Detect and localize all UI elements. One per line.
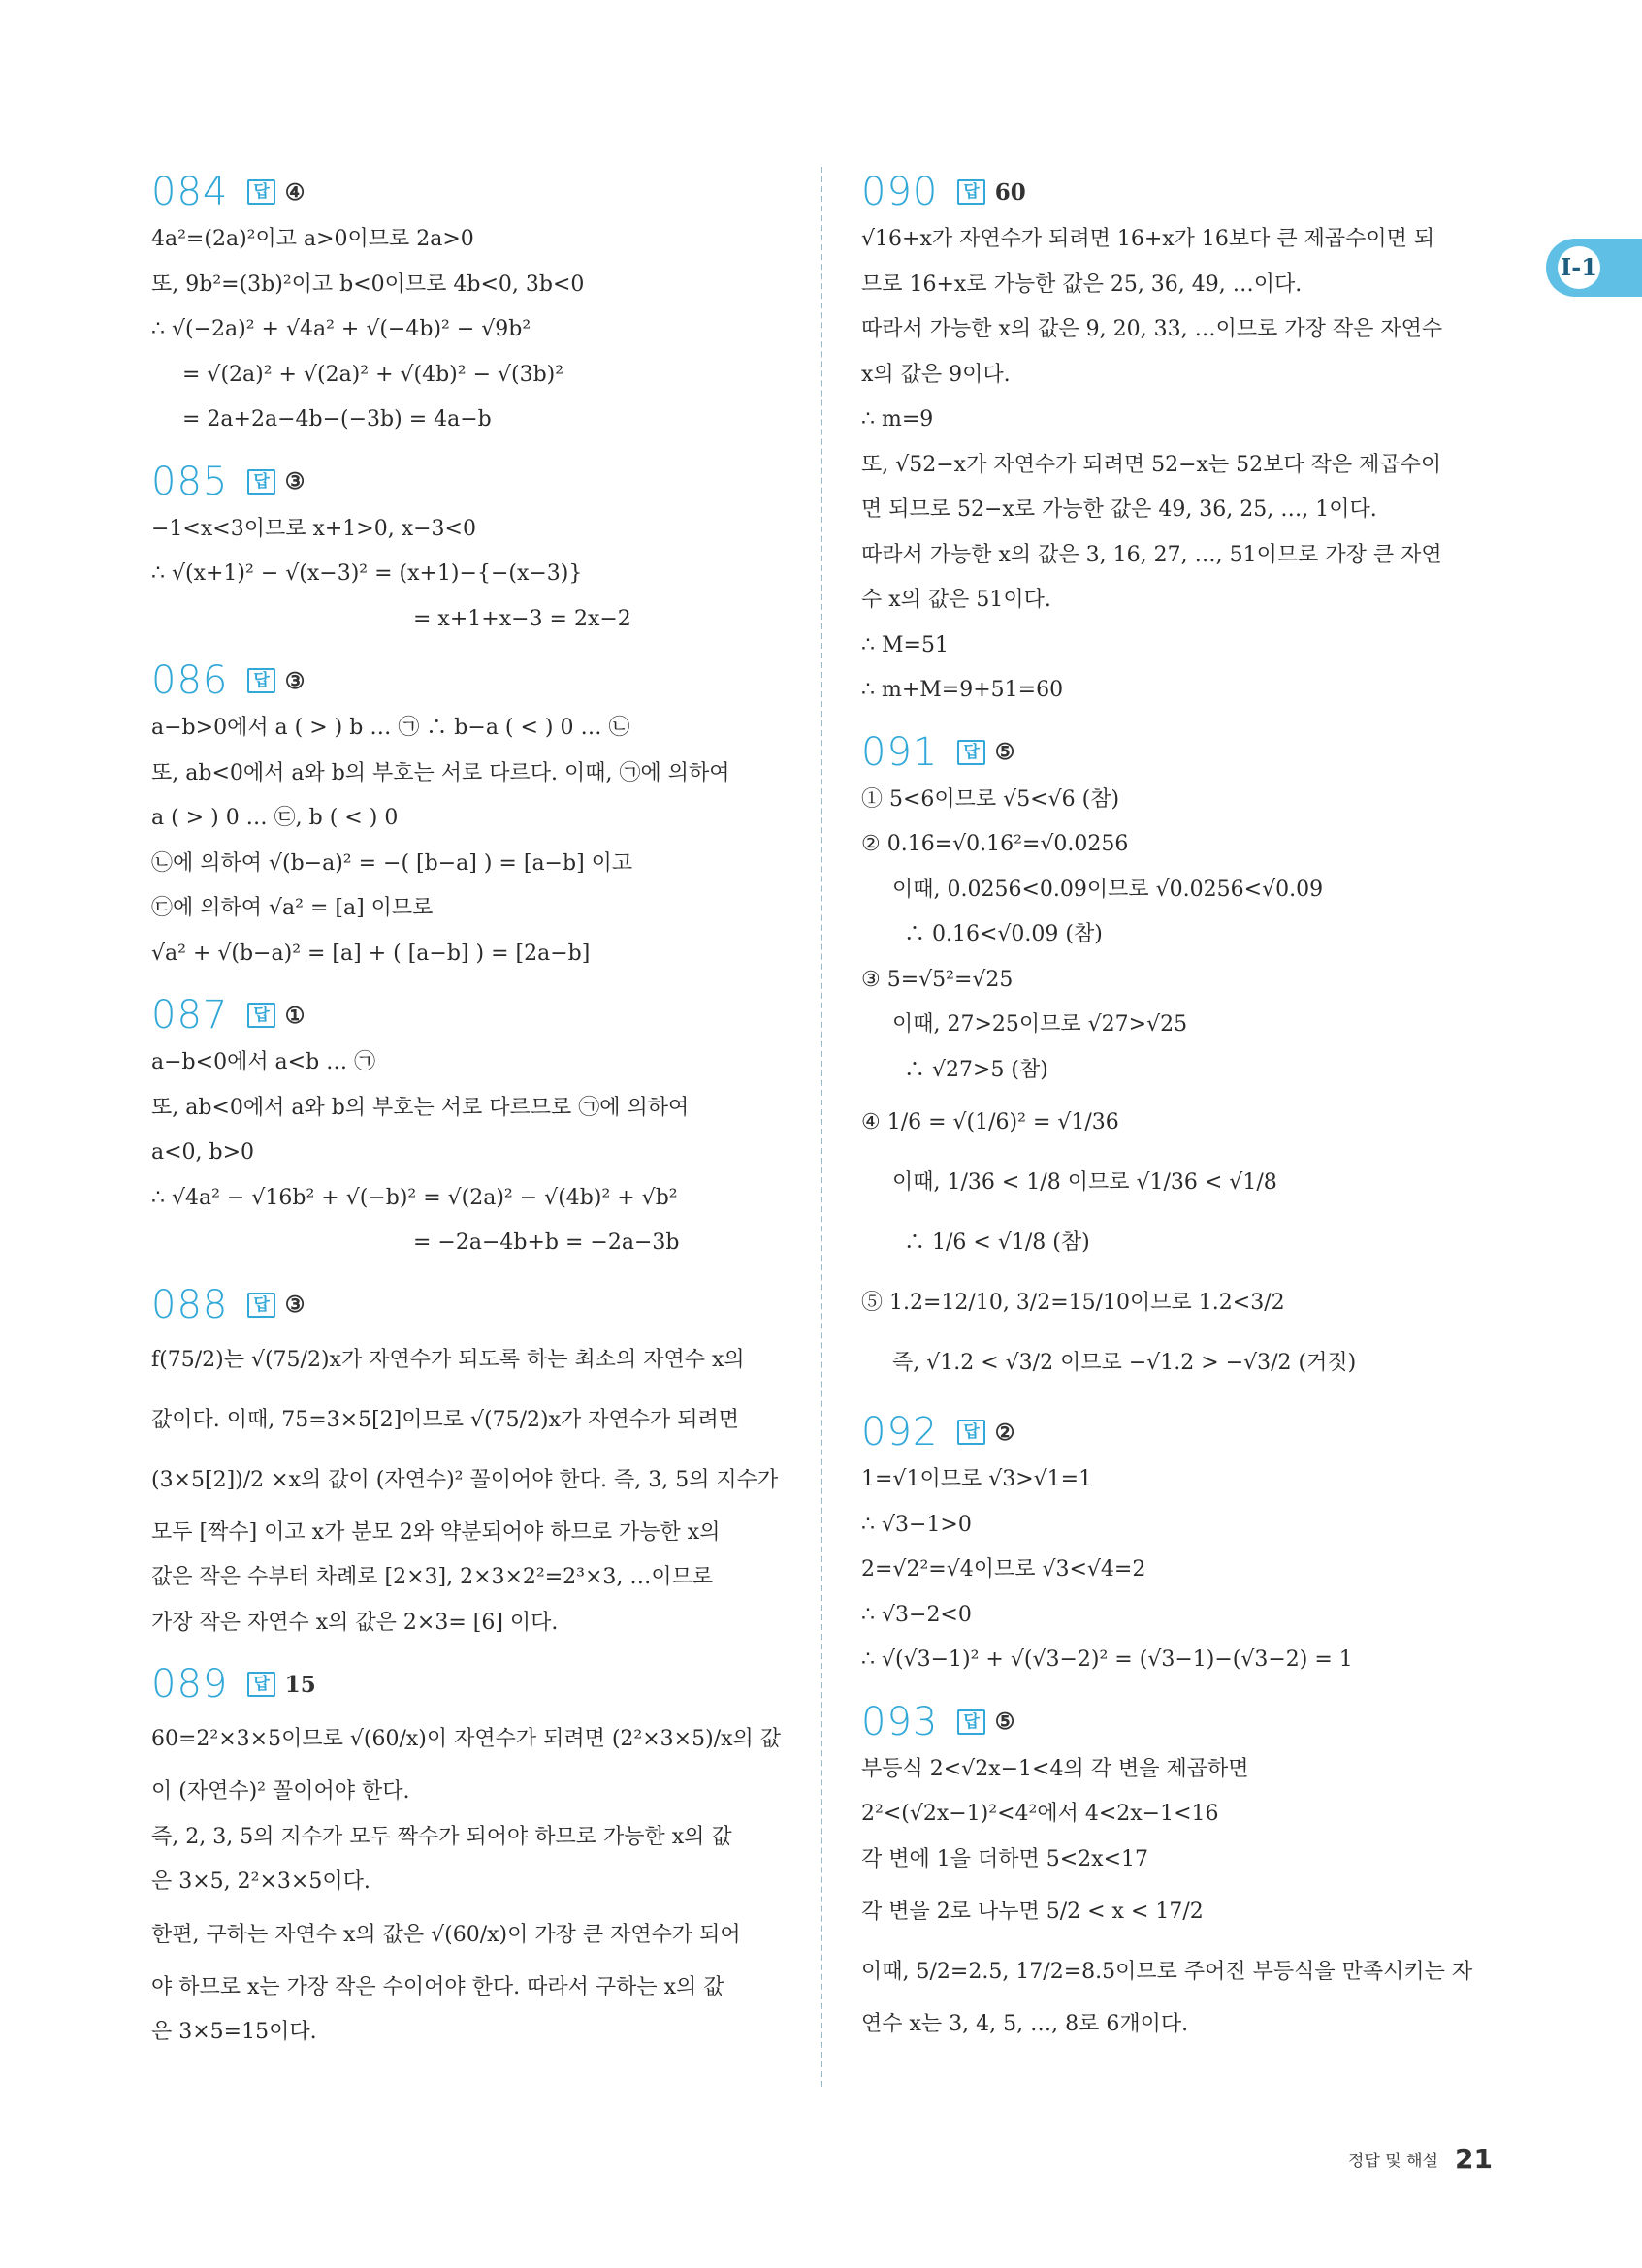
chapter-tab [1546,239,1642,297]
problem-088 [151,1280,782,1646]
problem-header [151,1659,782,1709]
solution-line: 이때, 0.0256<0.09이므로 √0.0256<√0.09 [892,877,1324,902]
problem-header [151,655,782,706]
solution-line: 이때, 5/2=2.5, 17/2=8.5이므로 주어진 부등식을 만족시키는 자 [861,1960,1473,1984]
solution-line: 60=2²×3×5이므로 √(60/x)이 자연수가 되려면 (2²×3×5)/x의 값 [151,1727,782,1751]
page-footer [1348,2143,1493,2182]
problem-092 [861,1407,1492,1683]
chapter-tab-label: I-1 [1558,246,1600,289]
answer-value: ③ [284,1292,306,1318]
answer-badge: 답 [957,740,984,765]
solution-line: 이때, 1/36 < 1/8 이므로 √1/36 < √1/8 [892,1170,1277,1195]
solution-line: 값이다. 이때, 75=3×5[2]이므로 √(75/2)x가 자연수가 되려면 [151,1407,739,1432]
solution-line: 즉, 2, 3, 5의 지수가 모두 짝수가 되어야 하므로 가능한 x의 값 [151,1824,732,1849]
problem-number: 090 [861,170,939,214]
solution-line: √16+x가 자연수가 되려면 16+x가 16보다 큰 제곱수이면 되 [861,227,1435,251]
solution-line: −1<x<3이므로 x+1>0, x−3<0 [151,516,476,541]
problem-085 [151,457,782,643]
solution-line: = 2a+2a−4b−(−3b) = 4a−b [182,407,492,431]
answer-badge: 답 [247,1672,274,1697]
solution-line: 2²<(√2x−1)²<4²에서 4<2x−1<16 [861,1802,1219,1826]
solution-line: 은 3×5=15이다. [151,2020,317,2044]
answer-value: ③ [284,667,306,694]
column-divider [821,167,822,2087]
answer-value: ⑤ [994,739,1015,765]
solution-line: 모두 [짝수] 이고 x가 분모 2와 약분되어야 하므로 가능한 x의 [151,1519,721,1545]
solution-line: 또, √52−x가 자연수가 되려면 52−x는 52보다 작은 제곱수이 [861,452,1442,477]
solution-line: ∴ m+M=9+51=60 [861,678,1064,702]
solution-line: 1=√1이므로 √3>√1=1 [861,1467,1093,1491]
answer-badge: 답 [957,1420,984,1445]
solution-line: 연수 x는 3, 4, 5, …, 8로 6개이다. [861,2012,1189,2036]
problem-header [861,1407,1492,1457]
answer-value: ④ [284,178,306,206]
problem-number: 086 [151,658,229,703]
solution-line: (3×5[2])/2 ×x의 값이 (자연수)² 꼴이어야 한다. 즉, 3, 5의 지수가 [151,1467,779,1492]
problem-093 [861,1697,1492,2048]
solution-line: 즉, √1.2 < √3/2 이므로 −√1.2 > −√3/2 (거짓) [892,1351,1357,1375]
problem-header [151,457,782,507]
solution-line: a ( > ) 0 … ㉢, b ( < ) 0 [151,806,399,830]
answer-badge: 답 [247,1003,274,1028]
solution-line: 면 되므로 52−x로 가능한 값은 49, 36, 25, …, 1이다. [861,497,1377,522]
problem-number: 093 [861,1699,939,1744]
problem-header [151,1280,782,1330]
answer-badge: 답 [957,179,984,205]
solution-line: f(75/2)는 √(75/2)x가 자연수가 되도록 하는 최소의 자연수 x의 [151,1347,745,1372]
solution-line: 은 3×5, 2²×3×5이다. [151,1869,370,1894]
problem-header [861,727,1492,778]
right-column [861,167,1492,2061]
problem-087 [151,990,782,1266]
solution-line: ∴ √4a² − √16b² + √(−b)² = √(2a)² − √(4b)² + √b² [151,1185,678,1210]
solution-line: 4a²=(2a)²이고 a>0이므로 2a>0 [151,227,474,251]
problem-089 [151,1659,782,2056]
solution-line: ∴ √3−1>0 [861,1512,972,1537]
solution-line: ∴ √(−2a)² + √4a² + √(−4b)² − √9b² [151,317,531,341]
solution-line: = √(2a)² + √(2a)² + √(4b)² − √(3b)² [182,362,564,387]
solution-line: 수 x의 값은 51이다. [861,588,1051,612]
solution-line: 한편, 구하는 자연수 x의 값은 √(60/x)이 가장 큰 자연수가 되어 [151,1922,741,1947]
problem-number: 087 [151,993,229,1038]
problem-number: 092 [861,1410,939,1454]
answer-badge: 답 [247,179,274,205]
solution-line: 따라서 가능한 x의 값은 9, 20, 33, …이므로 가장 작은 자연수 [861,317,1443,341]
solution-line: ② 0.16=√0.16²=√0.0256 [861,832,1129,856]
solution-line: ∴ √(√3−1)² + √(√3−2)² = (√3−1)−(√3−2) = 1 [861,1647,1353,1672]
answer-value: ① [284,1002,306,1029]
answer-value: 15 [284,1671,316,1698]
answer-badge: 답 [247,668,274,693]
solution-line: 또, 9b²=(3b)²이고 b<0이므로 4b<0, 3b<0 [151,272,585,297]
solution-line: 또, ab<0에서 a와 b의 부호는 서로 다르므로 ㉠에 의하여 [151,1095,690,1120]
solution-line: 또, ab<0에서 a와 b의 부호는 서로 다르다. 이때, ㉠에 의하여 [151,760,730,785]
solution-line: a<0, b>0 [151,1140,255,1165]
solution-line: 각 변을 2로 나누면 5/2 < x < 17/2 [861,1900,1204,1924]
solution-line: 따라서 가능한 x의 값은 3, 16, 27, …, 51이므로 가장 큰 자연 [861,542,1442,567]
answer-value: ③ [284,468,306,495]
solution-line: ∴ m=9 [861,407,934,431]
problem-091 [861,727,1492,1394]
solution-line: = −2a−4b+b = −2a−3b [413,1230,680,1255]
problem-number: 085 [151,459,229,504]
problem-number: 089 [151,1662,229,1707]
answer-badge: 답 [247,1293,274,1318]
problem-084 [151,167,782,443]
solution-line: ㉡에 의하여 √(b−a)² = −( [b−a] ) = [a−b] 이고 [151,850,633,876]
solution-line: 2=√2²=√4이므로 √3<√4=2 [861,1557,1146,1581]
page-number: 21 [1455,2143,1493,2175]
solution-line: ∴ M=51 [861,632,949,657]
solution-line: x의 값은 9이다. [861,362,1011,387]
solution-line: √a² + √(b−a)² = [a] + ( [a−b] ) = [2a−b] [151,941,591,966]
solution-line: ∴ √3−2<0 [861,1602,972,1627]
problem-header [151,990,782,1040]
answer-badge: 답 [247,469,274,495]
solution-line: ㉢에 의하여 √a² = [a] 이므로 [151,896,434,920]
answer-value: ② [994,1419,1015,1446]
answer-value: ⑤ [994,1709,1015,1735]
solution-line: a−b>0에서 a ( > ) b … ㉠ ∴ b−a ( < ) 0 … ㉡ [151,716,630,740]
solution-line: ∴ 1/6 < √1/8 (참) [904,1230,1090,1255]
solution-line: 값은 작은 수부터 차례로 [2×3], 2×3×2²=2³×3, …이므로 [151,1565,714,1589]
solution-line: ∴ 0.16<√0.09 (참) [904,922,1103,946]
solution-line: ∴ √(x+1)² − √(x−3)² = (x+1)−{−(x−3)} [151,561,583,586]
problem-header [861,167,1492,217]
solution-line: 야 하므로 x는 가장 작은 수이어야 한다. 따라서 구하는 x의 값 [151,1974,724,1999]
solution-line: 므로 16+x로 가능한 값은 25, 36, 49, …이다. [861,272,1303,297]
solution-line: ③ 5=√5²=√25 [861,967,1014,992]
solution-line: ④ 1/6 = √(1/6)² = √1/36 [861,1110,1119,1134]
solution-line: a−b<0에서 a<b … ㉠ [151,1050,376,1074]
problem-090 [861,167,1492,714]
solution-line: 이때, 27>25이므로 √27>√25 [892,1012,1188,1037]
solution-line: ∴ √27>5 (참) [904,1057,1048,1082]
problem-086 [151,655,782,976]
solution-line: ① 5<6이므로 √5<√6 (참) [861,786,1120,812]
problem-number: 084 [151,170,229,214]
solution-line: = x+1+x−3 = 2x−2 [413,606,631,631]
answer-badge: 답 [957,1709,984,1735]
problem-header [151,167,782,217]
left-column [151,167,782,2069]
solution-line: 각 변에 1을 더하면 5<2x<17 [861,1846,1148,1871]
solution-line: 이 (자연수)² 꼴이어야 한다. [151,1779,410,1804]
footer-label: 정답 및 해설 [1348,2152,1438,2171]
problem-header [861,1697,1492,1747]
solution-line: ⑤ 1.2=12/10, 3/2=15/10이므로 1.2<3/2 [861,1291,1285,1315]
problem-number: 088 [151,1282,229,1327]
solution-line: 가장 작은 자연수 x의 값은 2×3= [6] 이다. [151,1610,559,1635]
answer-value: 60 [994,178,1026,206]
solution-line: 부등식 2<√2x−1<4의 각 변을 제곱하면 [861,1756,1249,1781]
problem-number: 091 [861,729,939,775]
